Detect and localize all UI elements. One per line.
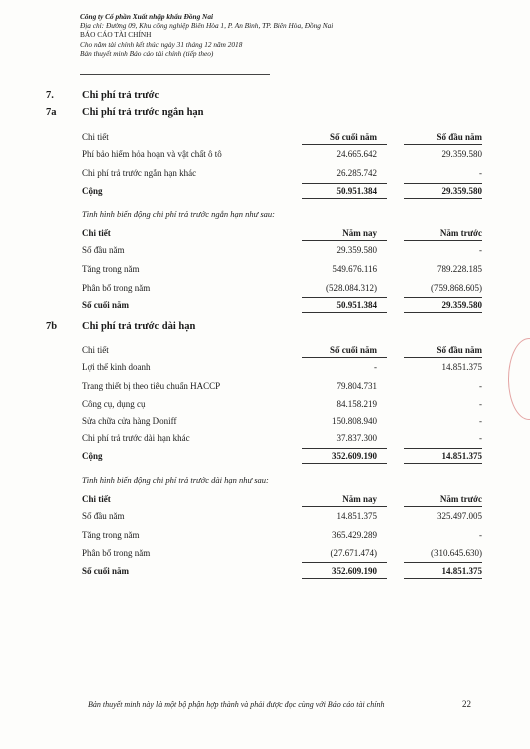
header-rule: [302, 144, 387, 145]
row-value: -: [479, 245, 482, 255]
total-value: 29.359.580: [441, 186, 482, 196]
total-label: Cộng: [82, 451, 103, 461]
company-address: Địa chỉ: Đường 09, Khu công nghiệp Biên Hòa 1, P. An Bình, TP. Biên Hòa, Đồng Nai: [80, 21, 334, 31]
row-label: Phân bổ trong năm: [82, 548, 151, 558]
table-row: [82, 433, 482, 447]
company-name: Công ty Cổ phần Xuất nhập khẩu Đồng Nai: [80, 12, 214, 21]
header-rule: [302, 506, 387, 507]
note-7a: Tình hình biến động chi phí trả trước ngắn hạn như sau:: [82, 209, 276, 219]
row-label: Chi phí trả trước ngắn hạn khác: [82, 168, 197, 178]
row-value: 789.228.185: [437, 264, 482, 274]
total-value: 352.609.190: [332, 451, 377, 461]
total-underline: [302, 463, 387, 464]
row-value: 26.285.742: [336, 168, 377, 178]
row-label: Sửa chữa cửa hàng Doniff: [82, 416, 177, 426]
total-value: 14.851.375: [441, 451, 482, 461]
row-value: 549.676.116: [332, 264, 377, 274]
row-label: Phí bảo hiểm hỏa hoạn và vật chất ô tô: [82, 149, 222, 159]
total-value: 50.951.384: [336, 300, 377, 310]
row-label: Tăng trong năm: [82, 530, 140, 540]
header-cell: Số đầu năm: [436, 132, 482, 142]
row-label: Công cụ, dụng cụ: [82, 399, 146, 409]
header-rule: [302, 357, 387, 358]
header-cell: Năm nay: [342, 228, 377, 238]
total-underline: [404, 463, 482, 464]
report-title: BÁO CÁO TÀI CHÍNH: [80, 30, 152, 40]
row-label: Trang thiết bị theo tiêu chuẩn HACCP: [82, 381, 221, 391]
header-rule: [404, 240, 482, 241]
row-value: (27.671.474): [330, 548, 377, 558]
stamp-seal: [508, 338, 530, 420]
total-underline: [302, 578, 387, 579]
total-label: Số cuối năm: [82, 566, 130, 576]
header-cell: Năm trước: [439, 494, 482, 504]
row-value: 79.804.731: [336, 381, 377, 391]
header-cell: Số cuối năm: [329, 132, 377, 142]
row-value: -: [479, 381, 482, 391]
note-7b: Tình hình biến động chi phí trả trước dài hạn như sau:: [82, 475, 269, 485]
header-divider: [80, 74, 270, 75]
table-row: [82, 149, 482, 163]
row-value: -: [479, 433, 482, 443]
total-value: 14.851.375: [441, 566, 482, 576]
row-value: -: [479, 399, 482, 409]
subsection-7b-number: 7b: [46, 321, 58, 332]
row-value: -: [479, 530, 482, 540]
page-number: 22: [462, 699, 471, 709]
header-rule: [404, 357, 482, 358]
row-value: 84.158.219: [336, 399, 377, 409]
subsection-7a-number: 7a: [46, 107, 57, 118]
row-value: 150.808.940: [332, 416, 377, 426]
row-value: 37.837.300: [336, 433, 377, 443]
row-value: (528.084.312): [326, 283, 377, 293]
header-rule: [404, 506, 482, 507]
total-rule: [404, 562, 482, 563]
header-cell: Chi tiết: [82, 494, 111, 504]
subsection-7b-title: Chi phí trả trước dài hạn: [82, 321, 196, 332]
table-row: [82, 399, 482, 413]
total-label: Số cuối năm: [82, 300, 130, 310]
header-cell: Năm nay: [342, 494, 377, 504]
row-label: Tăng trong năm: [82, 264, 140, 274]
table-row: [82, 264, 482, 278]
total-value: 29.359.580: [441, 300, 482, 310]
total-rule: [404, 183, 482, 184]
report-subtitle: Bản thuyết minh Báo cáo tài chính (tiếp theo): [80, 48, 214, 58]
footer-note: Bản thuyết minh này là một bộ phận hợp thành và phải được đọc cùng với Báo cáo tài chính: [88, 700, 385, 709]
table-row: [82, 530, 482, 544]
report-period: Cho năm tài chính kết thúc ngày 31 tháng 12 năm 2018: [80, 39, 243, 49]
total-rule: [404, 448, 482, 449]
total-rule: [302, 183, 387, 184]
header-cell: Số cuối năm: [329, 345, 377, 355]
row-value: -: [374, 362, 377, 372]
header-cell: Số đầu năm: [436, 345, 482, 355]
table-row: [82, 362, 482, 376]
section-title: Chi phí trả trước: [82, 90, 160, 101]
header-cell: Chi tiết: [82, 132, 109, 142]
total-underline: [302, 312, 387, 313]
total-underline: [404, 312, 482, 313]
table-row: [82, 283, 482, 297]
row-value: 365.429.289: [332, 530, 377, 540]
row-value: (759.868.605): [431, 283, 482, 293]
table-row: [82, 416, 482, 430]
total-rule: [302, 448, 387, 449]
row-value: 14.851.375: [441, 362, 482, 372]
total-value: 50.951.384: [336, 186, 377, 196]
header-rule: [302, 240, 387, 241]
table-row: [82, 511, 482, 525]
header-cell: Chi tiết: [82, 228, 111, 238]
row-label: Số đầu năm: [82, 511, 125, 521]
row-label: Lợi thế kinh doanh: [82, 362, 151, 372]
row-label: Số đầu năm: [82, 245, 125, 255]
total-label: Cộng: [82, 186, 103, 196]
row-value: 325.497.005: [437, 511, 482, 521]
row-value: 14.851.375: [336, 511, 377, 521]
header-cell: Năm trước: [439, 228, 482, 238]
section-number: 7.: [46, 90, 54, 101]
total-value: 352.609.190: [332, 566, 377, 576]
header-rule: [404, 144, 482, 145]
row-value: (310.645.630): [431, 548, 482, 558]
table-row: [82, 245, 482, 259]
header-cell: Chi tiết: [82, 345, 109, 355]
table-row: [82, 548, 482, 562]
table-row: [82, 381, 482, 395]
page-header: [80, 12, 333, 58]
total-underline: [404, 578, 482, 579]
row-value: 24.665.642: [336, 149, 377, 159]
total-rule: [302, 297, 387, 298]
table-row: [82, 168, 482, 182]
row-label: Chi phí trả trước dài hạn khác: [82, 433, 190, 443]
total-rule: [302, 562, 387, 563]
row-label: Phân bổ trong năm: [82, 283, 151, 293]
subsection-7a-title: Chi phí trả trước ngắn hạn: [82, 107, 204, 118]
total-underline: [404, 198, 482, 199]
row-value: 29.359.580: [441, 149, 482, 159]
total-underline: [302, 198, 387, 199]
row-value: -: [479, 168, 482, 178]
row-value: -: [479, 416, 482, 426]
row-value: 29.359.580: [336, 245, 377, 255]
total-rule: [404, 297, 482, 298]
